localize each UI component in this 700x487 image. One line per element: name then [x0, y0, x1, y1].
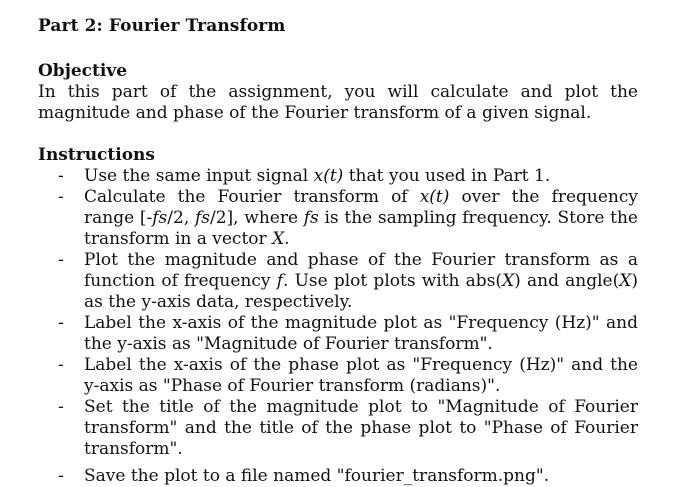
instruction-text: Label the x-axis of the phase plot as "Frequency (Hz)" and the y-axis as "Phase of Fourier transform (radians)". — [84, 355, 638, 396]
list-dash: - — [58, 166, 64, 186]
instruction-text: Use the same input signal — [84, 166, 314, 186]
instruction-text: over the frequency range [- — [84, 187, 638, 228]
list-dash: - — [58, 355, 64, 375]
list-dash: - — [58, 250, 64, 270]
vector-symbol: X — [619, 271, 632, 291]
frequency-symbol: f — [276, 271, 283, 291]
vector-symbol: X — [502, 271, 515, 291]
instruction-text: . Use plot plots with abs( — [282, 271, 503, 291]
instruction-text: . — [284, 229, 290, 249]
instruction-item-1 — [38, 166, 638, 187]
fs-symbol: fs — [152, 208, 168, 228]
instruction-item-7 — [38, 466, 638, 487]
instruction-item-4 — [38, 313, 638, 355]
instruction-item-2 — [38, 187, 638, 250]
instruction-text: Label the x-axis of the magnitude plot as "Frequency (Hz)" and the y-axis as "Magnitude of Fourier transform". — [84, 313, 638, 354]
signal-symbol: x(t) — [313, 166, 344, 186]
instruction-text: is the sampling frequency. Store the transform in a vector — [84, 208, 638, 249]
instruction-text: Set the title of the magnitude plot to "Magnitude of Fourier transform" and the title of the phase plot to "Phase of Fourier transform". — [84, 397, 638, 459]
assignment-page — [38, 14, 638, 487]
list-dash: - — [58, 397, 64, 417]
instructions-list — [38, 166, 638, 487]
signal-symbol: x(t) — [419, 187, 450, 207]
fs-symbol: fs — [194, 208, 210, 228]
instruction-item-5 — [38, 355, 638, 397]
list-dash: - — [58, 313, 64, 333]
instructions-heading: Instructions — [38, 145, 155, 165]
objective-heading: Objective — [38, 61, 128, 81]
page-title: Part 2: Fourier Transform — [38, 16, 286, 36]
instruction-item-6 — [38, 397, 638, 460]
list-dash: - — [58, 187, 64, 207]
instruction-text: ) and angle( — [514, 271, 620, 291]
objective-text: In this part of the assignment, you will calculate and plot the magnitude and phase of the Fourier transform of a given signal. — [38, 82, 638, 123]
instruction-text: Calculate the Fourier transform of — [84, 187, 420, 207]
fs-symbol: fs — [303, 208, 319, 228]
list-dash: - — [58, 466, 64, 486]
instruction-item-3 — [38, 250, 638, 313]
instruction-text: that you used in Part 1. — [343, 166, 551, 186]
instruction-text: /2], where — [209, 208, 304, 228]
instruction-text: /2, — [167, 208, 195, 228]
vector-symbol: X — [272, 229, 285, 249]
instruction-text: Save the plot to a file named "fourier_transform.png". — [84, 466, 550, 486]
instruction-text: ) as the y-axis data, respectively. — [84, 271, 638, 312]
instruction-text: Plot the magnitude and phase of the Fourier transform as a function of frequency — [84, 250, 638, 291]
